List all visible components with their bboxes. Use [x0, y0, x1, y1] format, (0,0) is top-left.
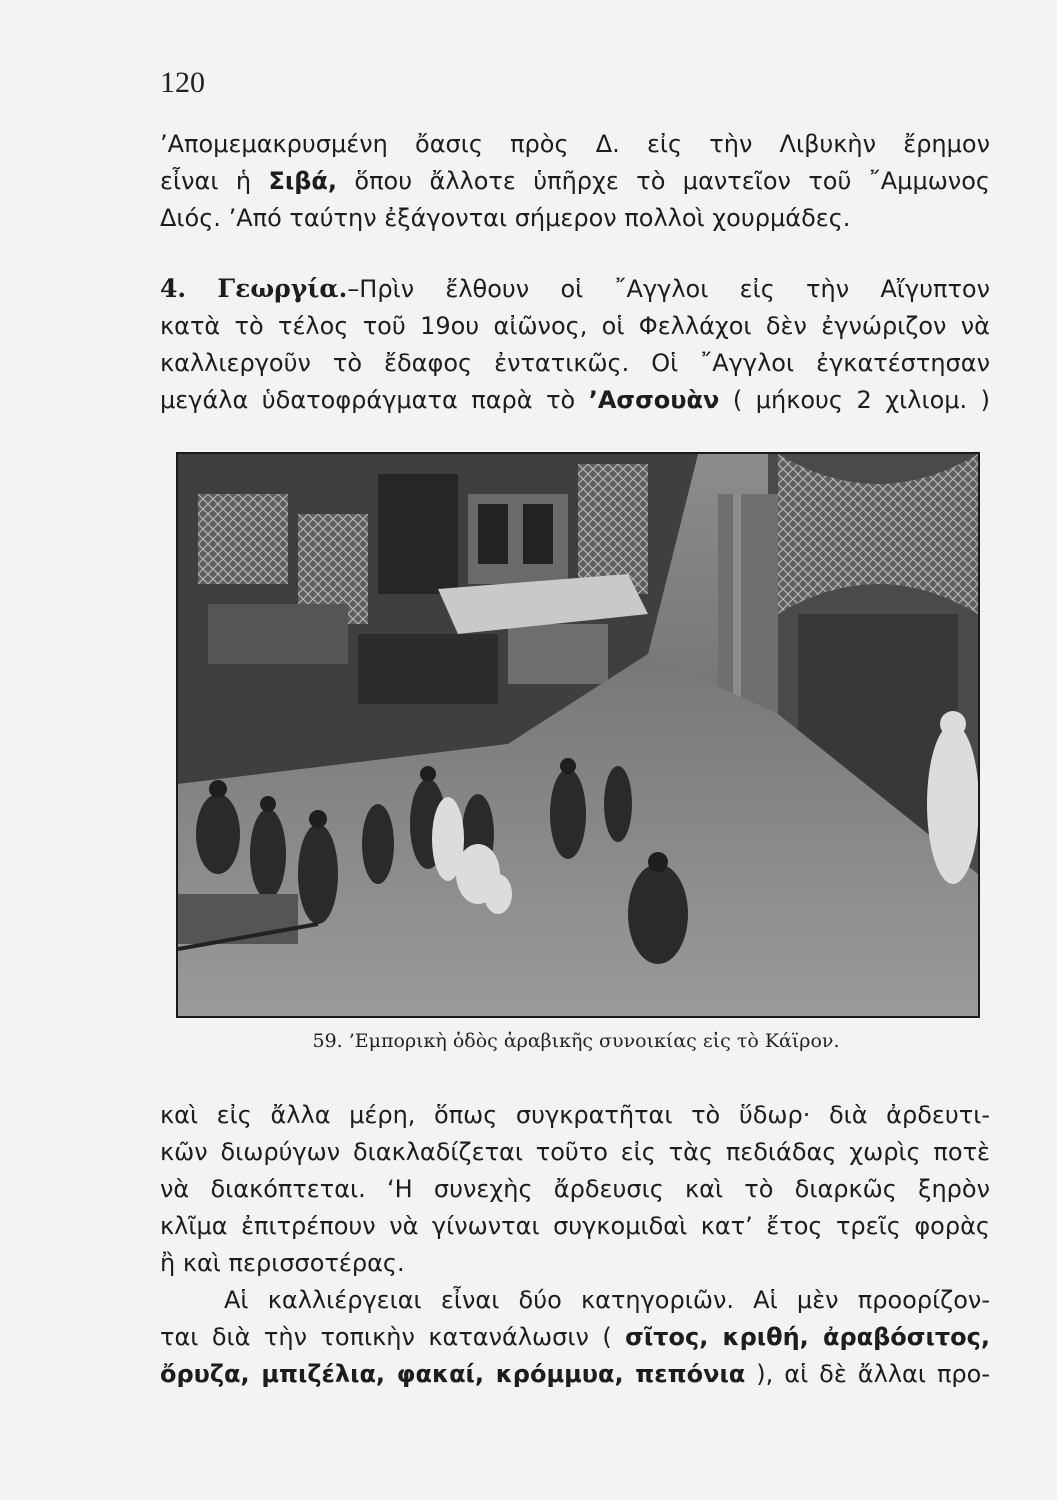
text-run: ), αἱ δὲ ἄλλαι προ-	[745, 1360, 990, 1388]
text-run: καὶ εἰς ἄλλα μέρη, ὅπως συγκρατῆται τὸ ὕδωρ· διὰ ἀρδευτι-	[160, 1101, 990, 1129]
photo-caption: 59. ’Εμπορικὴ ὁδὸς ἀραβικῆς συνοικίας εἰς τὸ Κάϊρον.	[312, 1030, 840, 1052]
paragraph-siwa	[160, 126, 990, 237]
text-run: ἢ καὶ περισσοτέρας.	[160, 1249, 405, 1277]
text-line	[160, 1356, 990, 1393]
section-number: 4.	[160, 274, 187, 303]
text-run: κατὰ τὸ τέλος τοῦ 19ου αἰῶνος, οἱ Φελλάχοι δὲν ἐγνώριζον νὰ	[160, 312, 990, 340]
text-run: ὅπου ἄλλοτε ὑπῆρχε τὸ μαντεῖον τοῦ ῎Αμμωνος	[337, 167, 990, 195]
text-run: κλῖμα ἐπιτρέπουν νὰ γίνωνται συγκομιδαὶ κατ’ ἔτος τρεῖς φορὰς	[160, 1212, 990, 1240]
section-heading-line	[160, 270, 990, 308]
text-run: Διός. ’Από ταύτην ἐξάγονται σήμερον πολλοὶ χουρμάδες.	[160, 204, 851, 232]
section-heading-text: –Πρὶν ἔλθουν οἱ ῎Αγγλοι εἰς τὴν Αἴγυπτον	[347, 275, 990, 303]
text-run: καλλιεργοῦν τὸ ἔδαφος ἐντατικῶς. Οἱ ῎Αγγλοι ἐγκατέστησαν	[160, 349, 990, 377]
section-agriculture	[160, 270, 990, 419]
text-line	[160, 200, 990, 237]
text-run: ται διὰ τὴν τοπικὴν κατανάλωσιν (	[160, 1323, 626, 1351]
text-line	[160, 1245, 990, 1282]
text-line	[160, 1208, 990, 1245]
text-line	[160, 1097, 990, 1134]
text-run: ( μήκους 2 χιλιομ. )	[719, 386, 991, 414]
text-run: εἶναι ἡ	[160, 167, 269, 195]
page-number: 120	[160, 66, 205, 99]
text-run: κῶν διωρύγων διακλαδίζεται τοῦτο εἰς τὰς πεδιάδας χωρὶς ποτὲ	[160, 1138, 990, 1166]
paragraph-agriculture	[160, 308, 990, 419]
text-line	[160, 1282, 990, 1319]
paragraph-irrigation	[160, 1097, 990, 1393]
text-line	[160, 1171, 990, 1208]
text-run: μεγάλα ὑδατοφράγματα παρὰ τὸ	[160, 386, 589, 414]
text-run: ’Απομεμακρυσμένη ὄασις πρὸς Δ. εἰς τὴν Λιβυκὴν ἔρημον	[160, 130, 990, 158]
text-line	[160, 126, 990, 163]
bold-term: Σιβά,	[268, 167, 337, 195]
bold-term: σῖτος, κριθή, ἀραβόσιτος,	[625, 1323, 990, 1351]
bold-term: ’Ασσουὰν	[588, 386, 720, 414]
text-line	[160, 1134, 990, 1171]
text-line	[160, 345, 990, 382]
text-run: νὰ διακόπτεται. ‘Η συνεχὴς ἄρδευσις καὶ τὸ διαρκῶς ξηρὸν	[160, 1175, 990, 1203]
section-title: Γεωργία.	[217, 274, 348, 303]
text-line	[160, 382, 990, 419]
bold-term: ὄρυζα, μπιζέλια, φακαί, κρόμμυα, πεπόνια	[160, 1360, 746, 1388]
text-run: Αἱ καλλιέργειαι εἶναι δύο κατηγοριῶν. Αἱ μὲν προορίζον-	[224, 1286, 990, 1314]
text-line	[160, 163, 990, 200]
text-line	[160, 308, 990, 345]
cairo-street-photo	[176, 452, 980, 1018]
text-line	[160, 1319, 990, 1356]
